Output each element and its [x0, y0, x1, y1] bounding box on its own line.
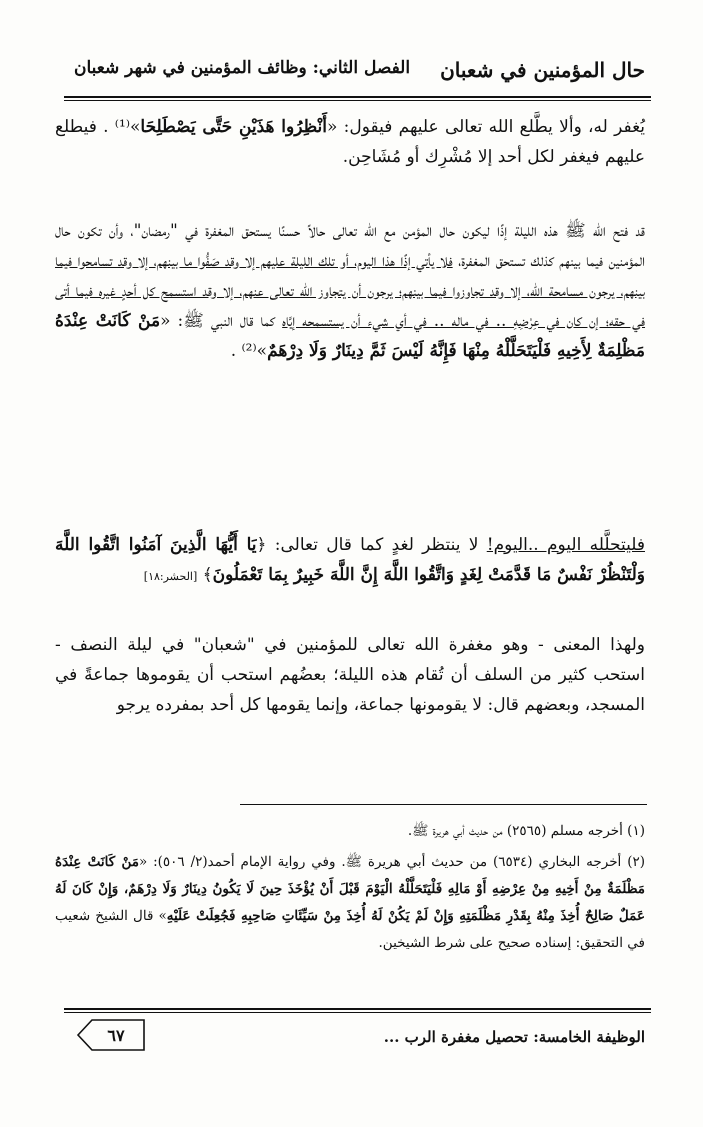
- paragraph-text: قد فتح الله ﷺ هذه الليلة إذًا ليكون حال المؤمن مع الله تعالى حالاً حسنًا يستحق المغفرة في "رمضان"، وأن تكون حال المؤمنين فيما بينهم كذلك تستحق المغفرة،: [55, 221, 645, 271]
- footnote-text: (٢) أخرجه البخاري (٦٥٣٤) من حديث أبي هريرة ﷺ. وفي رواية الإمام أحمد(٢/ ٥٠٦): «: [138, 854, 646, 870]
- paragraph-text: ﴾: [197, 565, 213, 585]
- quran-verse: يَا أَيُّهَا الَّذِينَ آمَنُوا اتَّقُوا اللَّهَ وَلْتَنْظُرْ نَفْسٌ مَا قَدَّمَتْ لِغَدٍ وَاتَّقُوا اللَّهَ إِنَّ اللَّهَ خَبِيرٌ بِمَا تَعْمَلُونَ: [55, 535, 645, 585]
- underlined-passage: فليتحلَّله اليوم ..اليوم!: [486, 535, 645, 555]
- page-number-badge: [76, 1018, 146, 1052]
- footnote-text: » قال الشيخ شعيب في التحقيق: إسناده صحيح على شرط الشيخين.: [55, 908, 645, 951]
- paragraph-text: ولهذا المعنى - وهو مغفرة الله تعالى للمؤمنين في "شعبان" في ليلة النصف - استحب كثير من السلف أن تُقام هذه الليلة؛ بعضُهم استحب أن يقوموها جماعةً في المسجد، وبعضهم قال: لا يقومونها جماعة، وإنما يقومها كل أحد بمفرده يرجو: [55, 635, 645, 715]
- footnotes: [55, 818, 645, 961]
- verse-reference: [الحشر:١٨]: [143, 570, 198, 583]
- paragraph-4: [55, 630, 645, 720]
- underlined-passage: فلا يأتي إذًا هذا اليوم، أو تلك الليلة عليهم إلا وقد صَفُّوا ما بينهم، إلا وقد تسامحوا فيما بينهم، يرجون مسامحة الله، إلا وقد تجاوزوا فيما بينهم؛ يرجون أن يتجاوز الله تعالى عنهم، إلا وقد استسمح كل أحدٍ غيره فيما أتى في حقه؛ إن كان في عِرْضِهِ .. في ماله .. في أي شيء أن يستسمحه إيَّاه: [55, 251, 646, 331]
- footnote-separator: [240, 804, 647, 805]
- paragraph-text: كما قال النبي ﷺ: «: [160, 311, 283, 331]
- footnote-2: [55, 849, 645, 957]
- hadith-quote: مَنْ كَانَتْ عِنْدَهُ مَظْلَمَةٌ مِنْ أَخِيهِ مِنْ عِرْضِهِ أَوْ مَالِهِ فَلْيَتَحَلَّلْهُ الْيَوْمَ قَبْلَ أَنْ يُؤْخَذَ حِينَ لَا يَكُونُ دِينَارٌ وَلَا دِرْهَمٌ، وَإِنْ كَانَ لَهُ عَمَلٌ صَالِحٌ أُخِذَ مِنْهُ بِقَدْرِ مَظْلَمَتِهِ وَإِنْ لَمْ يَكُنْ لَهُ أُخِذَ مِنْ سَيِّئَاتِ صَاحِبِهِ فَجُعِلَتْ عَلَيْهِ: [55, 854, 646, 924]
- paragraph-text: »⁽²⁾ .: [230, 341, 268, 361]
- header-rule: [64, 96, 651, 98]
- footnote-1: (١) أخرجه مسلم (٢٥٦٥) من حديث أبي هريرة ﷺ.: [407, 823, 645, 839]
- page-number: ٦٧: [107, 1026, 125, 1045]
- paragraph-1: [55, 112, 645, 172]
- paragraph-3: [55, 530, 645, 592]
- paragraph-2: [55, 216, 645, 366]
- header-rule-thin: [64, 100, 651, 101]
- paragraph-text: يُغفر له، وألا يطَّلع الله تعالى عليهم فيقول: «: [327, 117, 646, 137]
- running-header-book-title: حال المؤمنين في شعبان: [440, 58, 645, 82]
- running-footer-section-title: الوظيفة الخامسة: تحصيل مغفرة الرب ...: [383, 1028, 645, 1046]
- paragraph-text: لا ينتظر لغدٍ كما قال تعالى: ﴿: [256, 535, 487, 555]
- footer-rule-thin: [64, 1012, 651, 1013]
- paragraph-text: »⁽¹⁾ . فيطلع عليهم فيغفر لكل أحد إلا مُشْرِك أو مُشَاحِن.: [55, 117, 645, 167]
- hadith-quote: مَنْ كَانَتْ عِنْدَهُ مَظْلِمَةٌ لِأَخِيهِ فَلْيَتَحَلَّلْهُ مِنْهَا فَإِنَّهُ لَيْسَ ثَمَّ دِينَارٌ وَلَا دِرْهَمٌ: [55, 311, 645, 361]
- footer-rule: [64, 1008, 651, 1010]
- hadith-quote: أَنْظِرُوا هَذَيْنِ حَتَّى يَصْطَلِحَا: [140, 117, 327, 137]
- running-header-chapter-title: الفصل الثاني: وظائف المؤمنين في شهر شعبان: [74, 58, 411, 78]
